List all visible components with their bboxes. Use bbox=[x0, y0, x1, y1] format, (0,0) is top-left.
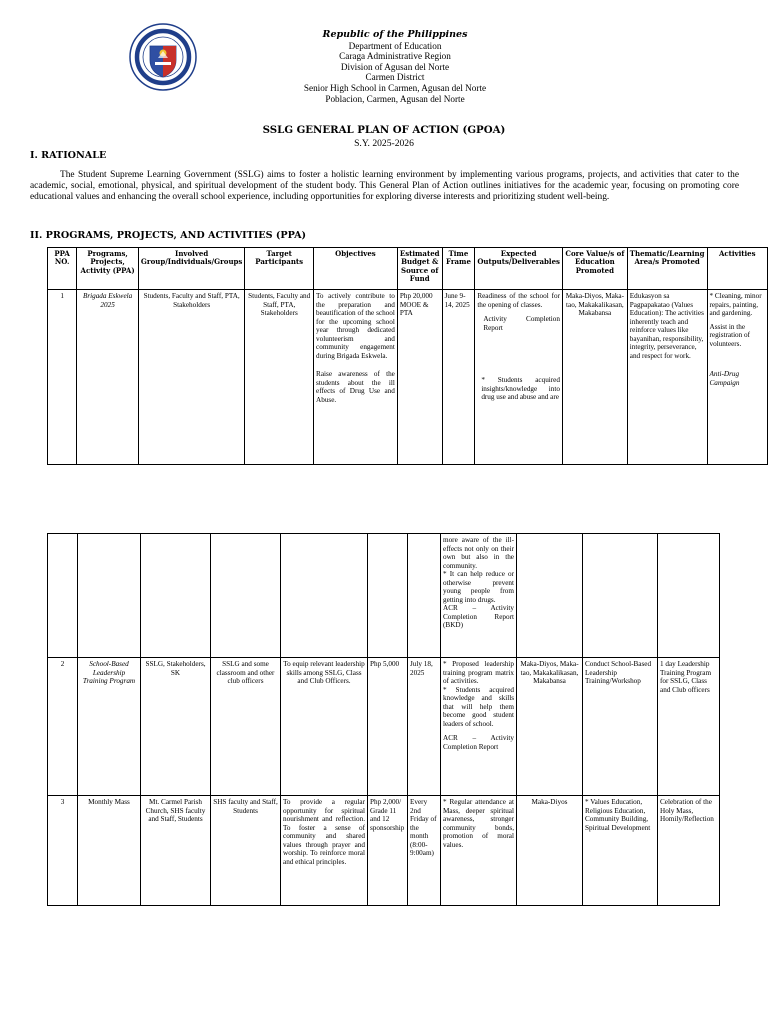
core-values-cell: Maka-Diyos bbox=[517, 796, 583, 906]
activity-text: Anti-Drug Campaign bbox=[709, 370, 740, 387]
budget-cell: Php 5,000 bbox=[368, 658, 408, 796]
budget-cell: Php 20,000 MOOE & PTA bbox=[397, 290, 442, 465]
thematic-cell: * Values Education, Religious Education, Community Building, Spiritual Development bbox=[583, 796, 658, 906]
involved-groups: Mt. Carmel Parish Church, SHS faculty and Staff, Students bbox=[141, 796, 211, 906]
outputs-cell bbox=[475, 290, 563, 465]
target-participants: Students, Faculty and Staff, PTA, Stakeholders bbox=[245, 290, 314, 465]
header-activities: Activities bbox=[707, 248, 767, 290]
republic-line: Republic of the Philippines bbox=[322, 29, 468, 40]
target-participants: SHS faculty and Staff, Students bbox=[211, 796, 281, 906]
core-values-cell: Maka-Diyos, Maka-tao, Makakalikasan, Makabansa bbox=[517, 658, 583, 796]
output-text: ACR – Activity Completion Report (BKD) bbox=[443, 604, 514, 629]
header-thematic: Thematic/Learning Area/s Promoted bbox=[627, 248, 707, 290]
header-ppa-no: PPA NO. bbox=[48, 248, 77, 290]
output-text: Activity Completion Report bbox=[483, 315, 560, 332]
involved-groups: SSLG, Stakeholders, SK bbox=[141, 658, 211, 796]
activity-text: Assist in the registration of volunteers. bbox=[709, 322, 751, 348]
ppa-table bbox=[47, 247, 768, 465]
outputs-cell bbox=[441, 658, 517, 796]
rationale-paragraph: The Student Supreme Learning Government (SSLG) aims to foster a holistic learning environment by implementing various programs, projects, and activities that cater to the academic, social, emotional, physical, and spiritual development of the student body. This General Plan of Action outlines initiatives for the academic year, focusing on promoting core educational values and enhancing the overall school experience, including opportunities for exploring diverse interests and prioritizing student well-being. bbox=[30, 170, 739, 203]
ppa-table-continued bbox=[47, 533, 720, 906]
letterhead-line-5: Senior High School in Carmen, Agusan del Norte bbox=[303, 82, 487, 93]
letterhead-line-2: Caraga Administrative Region bbox=[339, 51, 451, 62]
section-heading-ppa: II. PROGRAMS, PROJECTS, AND ACTIVITIES (PPA) bbox=[30, 230, 307, 241]
section-heading-rationale: I. RATIONALE bbox=[30, 150, 107, 161]
output-text: ACR – Activity Completion Report bbox=[443, 734, 514, 751]
table-row bbox=[48, 796, 720, 906]
ppa-name: Monthly Mass bbox=[78, 796, 141, 906]
output-text: * Students acquired insights/knowledge into drug use and abuse and are bbox=[481, 376, 560, 401]
table-header-row bbox=[48, 248, 768, 290]
table-row bbox=[48, 290, 768, 465]
letterhead bbox=[200, 30, 590, 104]
activities-cell: Celebration of the Holy Mass, Homily/Reflection bbox=[658, 796, 720, 906]
activities-cell: 1 day Leadership Training Program for SSLG, Class and Club officers bbox=[658, 658, 720, 796]
objectives-cell bbox=[314, 290, 398, 465]
objective-text: To equip relevant leadership skills among SSLG, Class and Club Officers. bbox=[281, 658, 368, 796]
header-core-values: Core Value/s of Education Promoted bbox=[562, 248, 627, 290]
outputs-cell bbox=[441, 534, 517, 658]
time-frame-cell: Every 2nd Friday of the month (8:00-9:00am) bbox=[408, 796, 441, 906]
outputs-cell: * Regular attendance at Mass, deeper spiritual awareness, stronger community bonds, promotion of moral values. bbox=[441, 796, 517, 906]
thematic-cell: Edukasyon sa Pagpapakatao (Values Education): The activities inherently teach and reinforce values like bayanihan, responsibility, integrity, perseverance, and respect for work. bbox=[627, 290, 707, 465]
activity-text: * Cleaning, minor repairs, painting, and gardening. bbox=[709, 292, 762, 317]
row-number: 2 bbox=[48, 658, 78, 796]
target-participants: SSLG and some classroom and other club officers bbox=[211, 658, 281, 796]
ppa-name: School-Based Leadership Training Program bbox=[78, 658, 141, 796]
output-text: more aware of the ill- effects not only on their own but also in the community. bbox=[443, 536, 514, 570]
output-text: * Proposed leadership training program matrix of activities. bbox=[443, 660, 514, 685]
ppa-name: Brigada Eskwela 2025 bbox=[77, 290, 139, 465]
letterhead-line-1: Department of Education bbox=[348, 40, 442, 51]
output-text: * It can help reduce or otherwise prevent young people from getting into drugs. bbox=[443, 570, 514, 604]
letterhead-line-3: Division of Agusan del Norte bbox=[340, 61, 450, 72]
document-title: SSLG GENERAL PLAN OF ACTION (GPOA) bbox=[262, 124, 506, 136]
header-outputs: Expected Outputs/Deliverables bbox=[475, 248, 563, 290]
row-number: 1 bbox=[48, 290, 77, 465]
school-year: S.Y. 2025-2026 bbox=[354, 138, 414, 149]
objective-text: To provide a regular opportunity for spiritual nourishment and reflection. To foster a sense of community and shared values through prayer and worship. To reinforce moral and ethical principles. bbox=[281, 796, 368, 906]
table-row bbox=[48, 534, 720, 658]
header-involved: Involved Group/Individuals/Groups bbox=[138, 248, 244, 290]
involved-groups: Students, Faculty and Staff, PTA, Stakeholders bbox=[138, 290, 244, 465]
objective-text: To actively contribute to the preparation and beautification of the school for the upcoming school year through dedicated volunteerism and community engagement during Brigada Eskwela. bbox=[316, 292, 395, 360]
header-ppa: Programs, Projects, Activity (PPA) bbox=[77, 248, 139, 290]
time-frame-cell: June 9-14, 2025 bbox=[442, 290, 475, 465]
header-time: Time Frame bbox=[442, 248, 475, 290]
header-target: Target Participants bbox=[245, 248, 314, 290]
activities-cell bbox=[707, 290, 767, 465]
table-row bbox=[48, 658, 720, 796]
output-text: * Students acquired knowledge and skills that will help them become good student leaders of school. bbox=[443, 685, 514, 728]
deped-seal-icon bbox=[128, 22, 198, 92]
letterhead-line-6: Poblacion, Carmen, Agusan del Norte bbox=[325, 93, 465, 104]
header-budget: Estimated Budget & Source of Fund bbox=[397, 248, 442, 290]
budget-cell: Php 2,000/ Grade 11 and 12 sponsorship bbox=[368, 796, 408, 906]
core-values-cell: Maka-Diyos, Maka-tao, Makakalikasan, Makabansa bbox=[562, 290, 627, 465]
time-frame-cell: July 18, 2025 bbox=[408, 658, 441, 796]
output-text: Readiness of the school for the opening of classes. bbox=[477, 292, 560, 309]
header-objectives: Objectives bbox=[314, 248, 398, 290]
letterhead-line-4: Carmen District bbox=[365, 72, 425, 83]
objective-text: Raise awareness of the students about the ill effects of Drug Use and Abuse. bbox=[316, 370, 395, 404]
thematic-cell: Conduct School-Based Leadership Training/Workshop bbox=[583, 658, 658, 796]
row-number: 3 bbox=[48, 796, 78, 906]
